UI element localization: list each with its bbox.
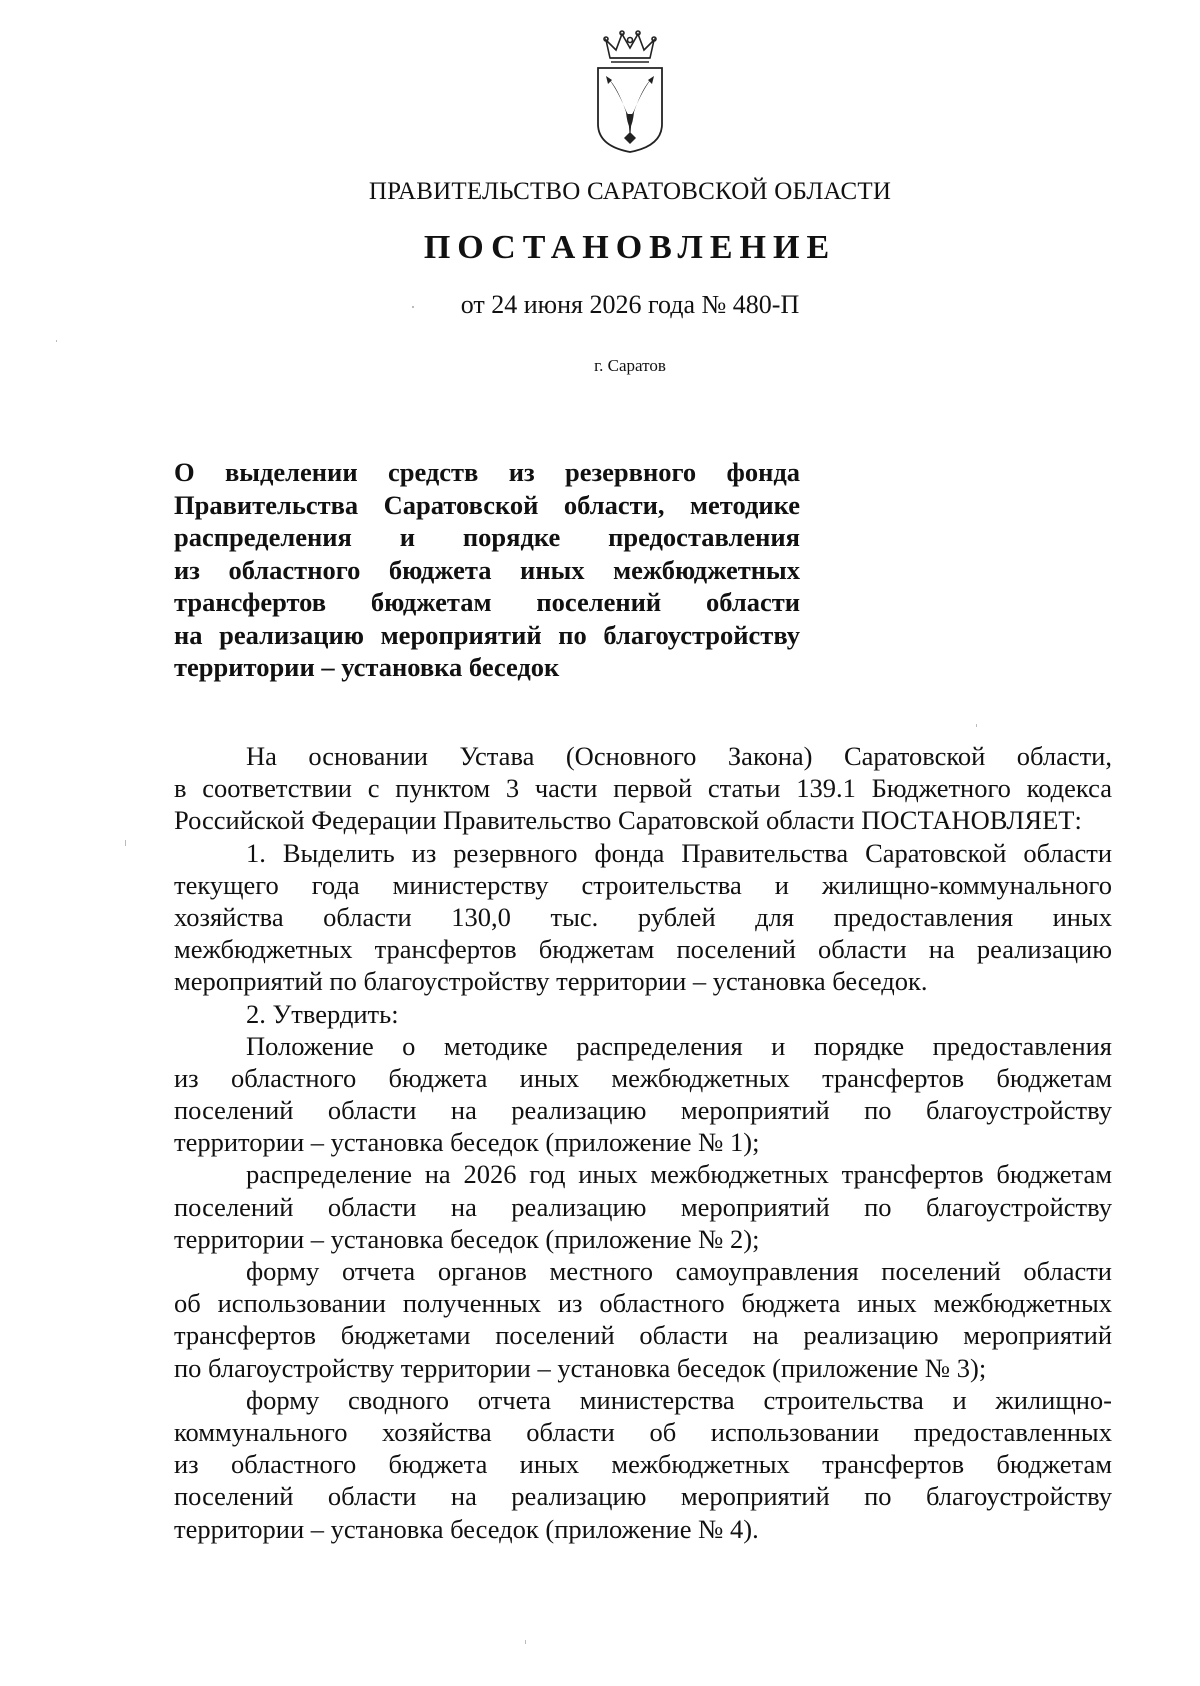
- subject-line: Правительства Саратовской области, методике: [174, 489, 800, 520]
- document-subject: [174, 456, 800, 684]
- body-line: в соответствии с пунктом 3 части первой статьи 139.1 Бюджетного кодекса: [174, 773, 1112, 804]
- body-line: поселений области на реализацию мероприятий по благоустройству: [174, 1191, 1112, 1222]
- document-city: г. Саратов: [594, 356, 666, 375]
- body-line: поселений области на реализацию мероприятий по благоустройству: [174, 1095, 1112, 1126]
- document-date-number: от 24 июня 2026 года № 480-П: [460, 290, 800, 319]
- subject-line: трансфертов бюджетам поселений области: [174, 587, 800, 617]
- subject-line: распределения и порядке предоставления: [174, 522, 800, 552]
- body-line: 2. Утвердить:: [246, 998, 399, 1029]
- body-line: об использовании полученных из областного бюджета иных межбюджетных: [174, 1288, 1112, 1319]
- body-line: текущего года министерству строительства и жилищно-коммунального: [174, 869, 1112, 900]
- body-line: распределение на 2026 год иных межбюджетных трансфертов бюджетам: [246, 1159, 1112, 1190]
- body-line: из областного бюджета иных межбюджетных трансфертов бюджетам: [174, 1449, 1112, 1480]
- government-title: ПРАВИТЕЛЬСТВО САРАТОВСКОЙ ОБЛАСТИ: [368, 178, 892, 205]
- body-line: Российской Федерации Правительство Саратовской области ПОСТАНОВЛЯЕТ:: [174, 805, 1082, 836]
- body-line: форму отчета органов местного самоуправления поселений области: [246, 1256, 1112, 1286]
- body-line: из областного бюджета иных межбюджетных трансфертов бюджетам: [174, 1062, 1112, 1093]
- body-line: Положение о методике распределения и порядке предоставления: [246, 1030, 1112, 1061]
- body-line: трансфертов бюджетами поселений области на реализацию мероприятий: [174, 1320, 1112, 1351]
- body-line: межбюджетных трансфертов бюджетам поселений области на реализацию: [174, 934, 1112, 965]
- body-line: коммунального хозяйства области об использовании предоставленных: [174, 1416, 1112, 1447]
- subject-line: из областного бюджета иных межбюджетных: [174, 554, 800, 585]
- body-line: хозяйства области 130,0 тыс. рублей для предоставления иных: [174, 901, 1112, 932]
- body-line: территории – установка беседок (приложение № 2);: [174, 1223, 760, 1254]
- document-body: [174, 740, 1112, 1545]
- subject-line: территории – установка беседок: [174, 652, 560, 682]
- subject-line: на реализацию мероприятий по благоустройству: [174, 619, 800, 650]
- document-type: ПОСТАНОВЛЕНИЕ: [423, 229, 837, 266]
- subject-line: О выделении средств из резервного фонда: [174, 457, 800, 487]
- body-line: На основании Устава (Основного Закона) Саратовской области,: [246, 741, 1112, 771]
- body-line: поселений области на реализацию мероприятий по благоустройству: [174, 1481, 1112, 1512]
- body-line: по благоустройству территории – установка беседок (приложение № 3);: [174, 1352, 987, 1383]
- body-line: мероприятий по благоустройству территории – установка беседок.: [174, 966, 928, 997]
- coat-of-arms-icon: [592, 28, 668, 154]
- body-line: территории – установка беседок (приложение № 1);: [174, 1127, 760, 1158]
- body-line: 1. Выделить из резервного фонда Правительства Саратовской области: [246, 837, 1112, 868]
- body-line: территории – установка беседок (приложение № 4).: [174, 1513, 759, 1544]
- body-line: форму сводного отчета министерства строительства и жилищно-: [246, 1384, 1112, 1415]
